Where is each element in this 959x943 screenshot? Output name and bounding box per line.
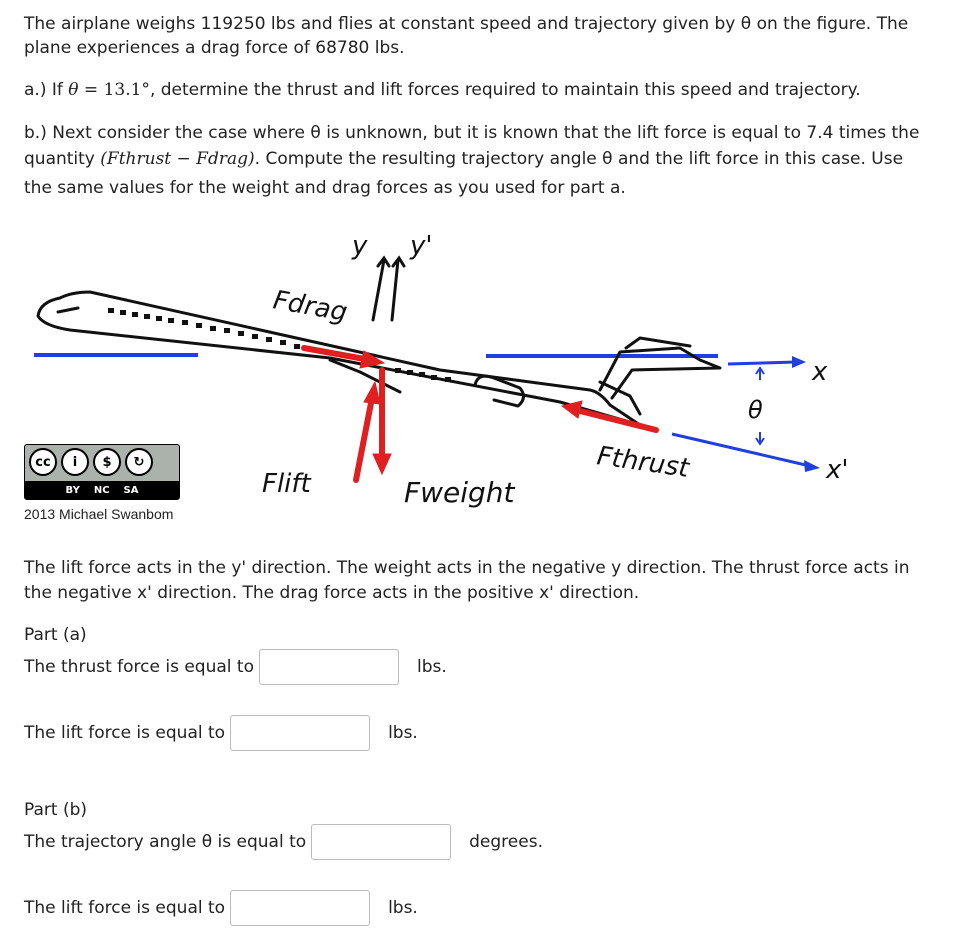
part-a-lift-label: The lift force is equal to bbox=[24, 723, 226, 743]
problem-intro-line1: The airplane weighs 119250 lbs and flies at constant speed and trajectory given by θ on the figure. The bbox=[24, 14, 909, 34]
x-axis-label: x bbox=[812, 357, 828, 387]
cc-sa: SA bbox=[123, 484, 139, 496]
part-a-lift-unit: lbs. bbox=[388, 723, 418, 743]
cc-nc: NC bbox=[93, 484, 110, 496]
part-b-angle-label: The trajectory angle θ is equal to bbox=[24, 832, 307, 852]
part-a-value: 13.1° bbox=[103, 80, 150, 100]
cc-badge bbox=[24, 444, 180, 500]
part-a-thrust-input[interactable] bbox=[259, 649, 399, 685]
airplane-windows bbox=[108, 308, 451, 382]
f-weight-label: Fweight bbox=[404, 476, 515, 509]
problem-part-b-line2 bbox=[24, 147, 903, 171]
x-axis bbox=[728, 362, 796, 364]
part-b-lift-label: The lift force is equal to bbox=[24, 898, 226, 918]
part-a-thrust-label: The thrust force is equal to bbox=[24, 657, 254, 677]
part-b-lift-unit: lbs. bbox=[388, 898, 418, 918]
part-a-theta: θ bbox=[68, 80, 79, 100]
part-b-angle-row bbox=[24, 824, 543, 860]
f-lift-label: Flift bbox=[262, 469, 311, 499]
description-line2: the negative x' direction. The drag force acts in the positive x' direction. bbox=[24, 583, 640, 603]
x-axis-arrowhead bbox=[792, 356, 806, 368]
part-b-line2-suffix: . Compute the resulting trajectory angle θ and the lift force in this case. Use bbox=[254, 149, 904, 169]
x-prime-axis-label: x' bbox=[826, 455, 849, 485]
lift-force-arrow bbox=[356, 382, 380, 480]
part-b-lift-row bbox=[24, 890, 418, 926]
problem-intro-line2: plane experiences a drag force of 68780 lbs. bbox=[24, 38, 405, 58]
part-a-prefix: a.) If bbox=[24, 80, 69, 100]
problem-part-b-line1: b.) Next consider the case where θ is unknown, but it is known that the lift force is equal to 7.4 times the bbox=[24, 123, 920, 143]
description-line1: The lift force acts in the y' direction. The weight acts in the negative y direction. The thrust force acts in bbox=[24, 558, 910, 578]
attribution-icon: i bbox=[61, 448, 89, 476]
f-drag-label: Fdrag bbox=[270, 285, 350, 328]
cc-by: BY bbox=[65, 484, 80, 496]
y-prime-axis-label: y' bbox=[410, 231, 433, 261]
part-a-thrust-unit: lbs. bbox=[416, 657, 447, 677]
license-badge bbox=[24, 444, 184, 522]
part-a-lift-input[interactable] bbox=[230, 715, 370, 751]
part-b-lift-input[interactable] bbox=[230, 890, 370, 926]
part-b-line2-prefix: quantity bbox=[24, 149, 101, 169]
part-b-quantity: (Fthrust − Fdrag) bbox=[100, 149, 255, 169]
part-b-angle-input[interactable] bbox=[311, 824, 451, 860]
f-thrust-label: Fthrust bbox=[595, 441, 691, 484]
part-a-eq: = bbox=[78, 80, 104, 100]
y-axis-label: y bbox=[352, 231, 368, 261]
noncommercial-icon: $ bbox=[93, 448, 121, 476]
license-credit: 2013 Michael Swanbom bbox=[24, 506, 174, 522]
part-a-heading: Part (a) bbox=[24, 625, 87, 645]
part-a-thrust-row bbox=[24, 649, 447, 685]
sharealike-icon: ↻ bbox=[125, 448, 153, 476]
y-axes bbox=[373, 258, 404, 320]
part-b-heading: Part (b) bbox=[24, 800, 88, 820]
theta-label: θ bbox=[748, 396, 763, 424]
part-b-angle-unit: degrees. bbox=[469, 832, 543, 852]
x-prime-axis bbox=[672, 434, 810, 466]
problem-part-b-line3: the same values for the weight and drag forces as you used for part a. bbox=[24, 178, 626, 198]
x-prime-arrowhead bbox=[804, 460, 820, 472]
part-a-suffix: , determine the thrust and lift forces required to maintain this speed and trajectory. bbox=[149, 80, 861, 100]
part-a-lift-row bbox=[24, 715, 418, 751]
problem-part-a bbox=[24, 78, 861, 102]
cc-icon: cc bbox=[29, 448, 57, 476]
